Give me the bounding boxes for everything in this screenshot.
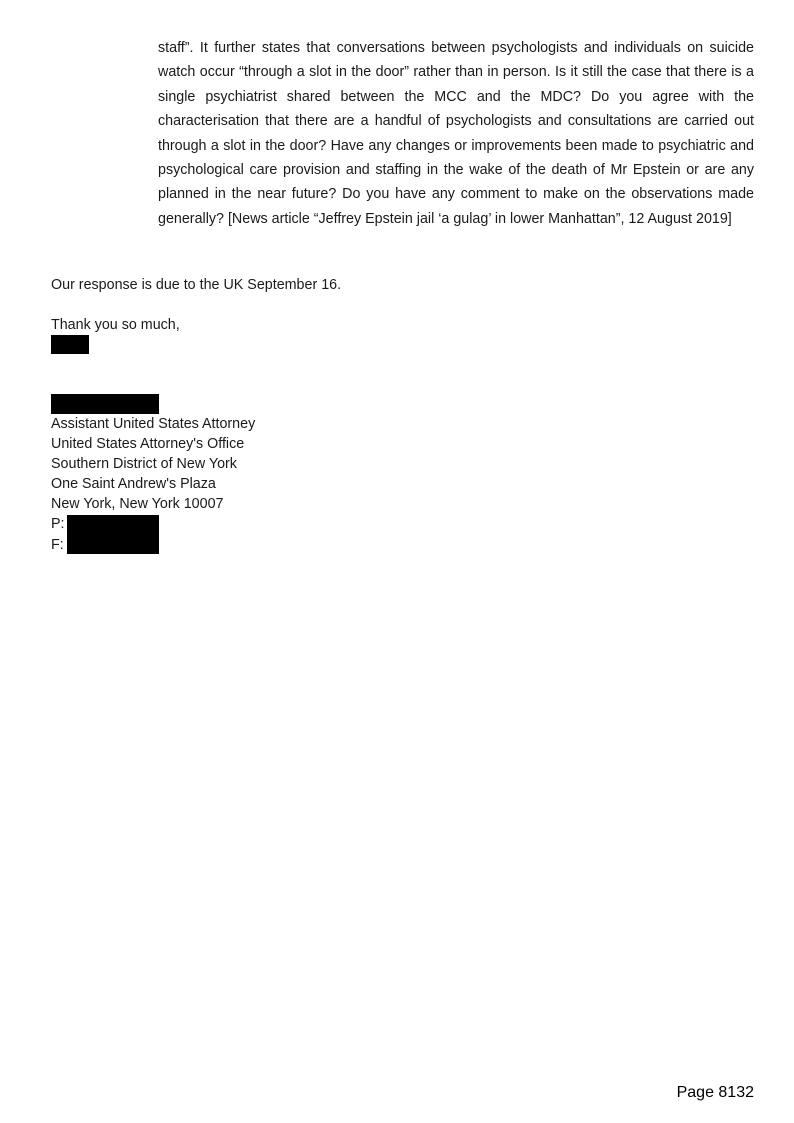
signature-address-line1: One Saint Andrew's Plaza bbox=[51, 476, 216, 492]
signature-title: Assistant United States Attorney bbox=[51, 416, 256, 432]
closing-line: Thank you so much, bbox=[51, 317, 180, 333]
fax-label: F: bbox=[51, 537, 64, 553]
redacted-sender-name bbox=[51, 335, 89, 354]
redacted-attorney-name bbox=[51, 394, 159, 414]
quoted-question-text: staff”. It further states that conversations between psychologists and individuals on suicide watch occur “through a slot in the door” rather than in person. Is it still the case that there is a single psychiatrist shared between the MCC and the MDC? Do you agree with the characterisation that there are a handful of psychologists and consultations are carried out through a slot in the door? Have any changes or improvements been made to psychiatric and psychological care provision and staffing in the wake of the death of Mr Epstein or are any planned in the near future? Do you have any comment to make on the observations made generally? [News article “Jeffrey Epstein jail ‘a gulag’ in lower Manhattan”, 12 August 2019] bbox=[158, 40, 754, 227]
page-number: Page 8132 bbox=[676, 1084, 754, 1101]
redacted-phone-number bbox=[67, 515, 159, 535]
signature-office: United States Attorney's Office bbox=[51, 436, 245, 452]
signature-address-line2: New York, New York 10007 bbox=[51, 496, 224, 512]
redacted-fax-number bbox=[67, 534, 159, 554]
signature-block bbox=[51, 414, 255, 514]
signature-district: Southern District of New York bbox=[51, 456, 237, 472]
phone-label: P: bbox=[51, 516, 65, 532]
response-due-line: Our response is due to the UK September 16. bbox=[51, 277, 342, 293]
